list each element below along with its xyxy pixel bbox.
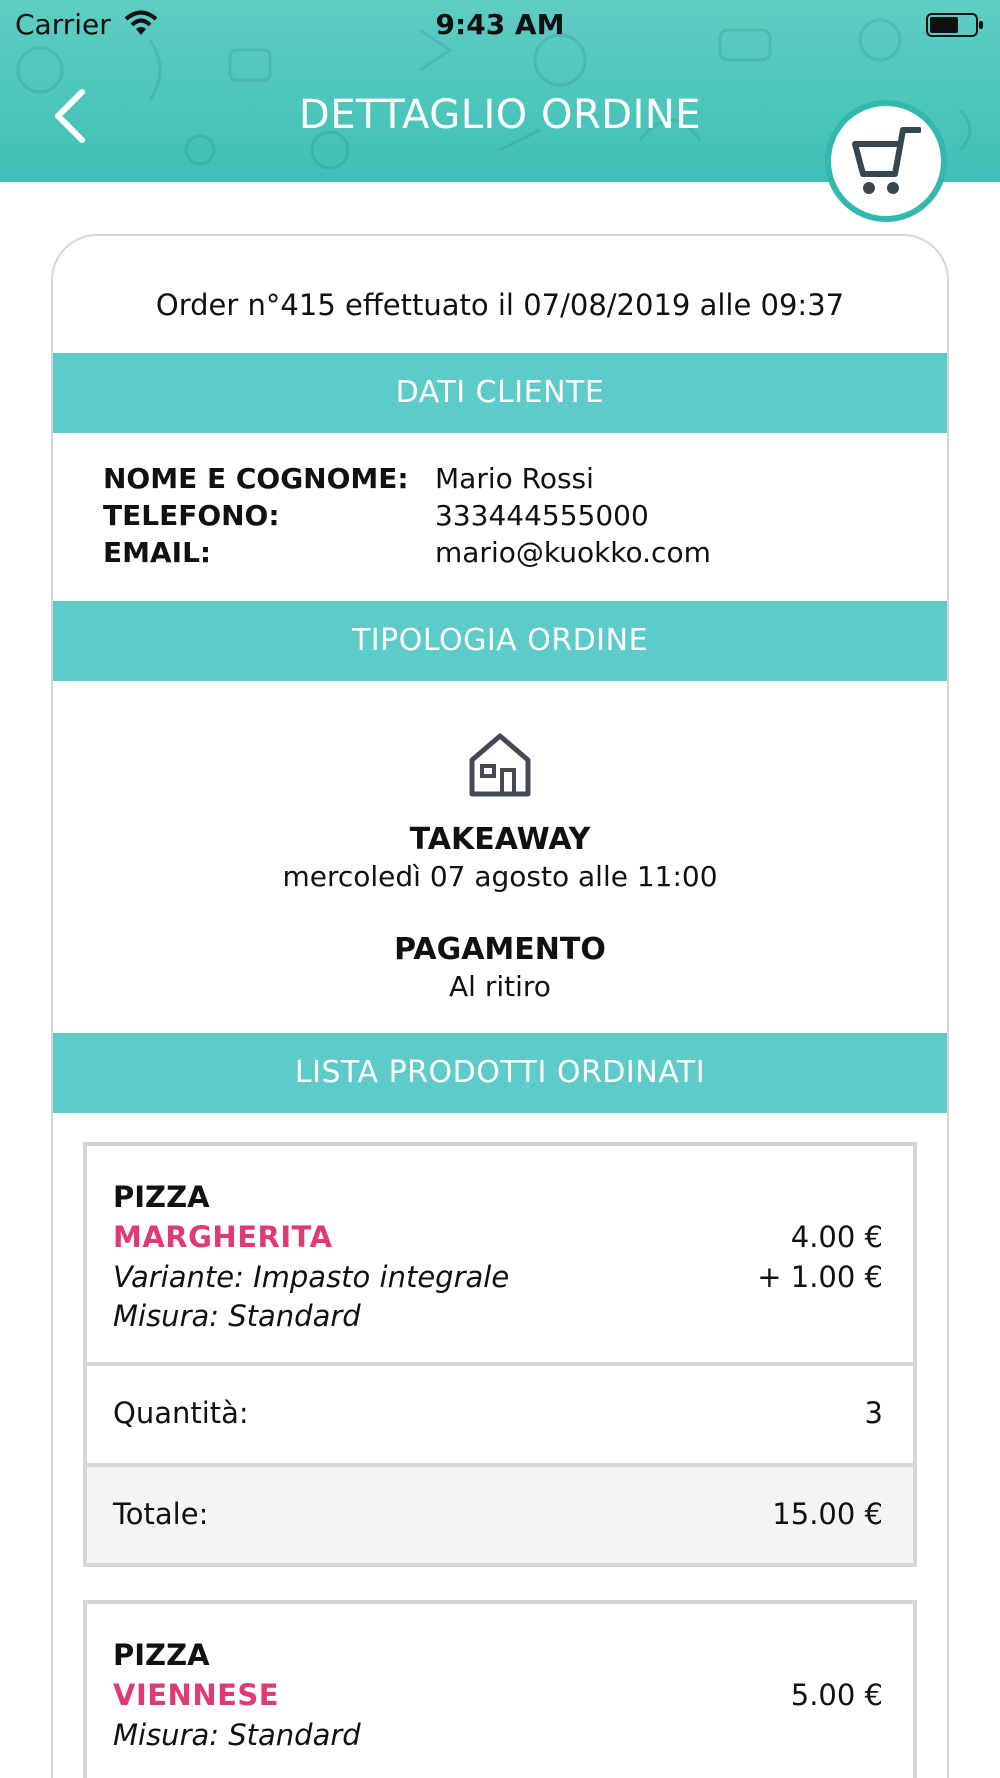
product-category: PIZZA — [113, 1180, 210, 1214]
customer-phone-value: 333444555000 — [435, 499, 649, 532]
chevron-left-icon — [48, 86, 98, 146]
quantity-row — [87, 1362, 913, 1463]
section-products: LISTA PRODOTTI ORDINATI — [53, 1033, 947, 1113]
payment-value: Al ritiro — [449, 970, 551, 1003]
cart-button[interactable] — [825, 100, 947, 222]
quantity-label: Quantità: — [113, 1396, 249, 1430]
product-name: VIENNESE — [113, 1678, 280, 1712]
customer-name-label: NOME E COGNOME: — [103, 462, 409, 495]
status-bar — [0, 0, 1000, 50]
clock: 9:43 AM — [435, 8, 565, 41]
product-variant-price: + 1.00 € — [757, 1260, 883, 1294]
order-type-label: TAKEAWAY — [409, 822, 591, 857]
product-card — [83, 1600, 917, 1778]
order-summary: Order n°415 effettuato il 07/08/2019 alle 09:37 — [155, 288, 845, 322]
total-value: 15.00 € — [772, 1497, 883, 1531]
cart-icon — [851, 126, 921, 200]
battery-icon — [926, 12, 984, 38]
product-price: 4.00 € — [790, 1220, 883, 1254]
customer-name-value: Mario Rossi — [435, 462, 594, 495]
payment-title: PAGAMENTO — [394, 932, 606, 967]
carrier-label: Carrier — [15, 8, 111, 41]
customer-email-value: mario@kuokko.com — [435, 536, 711, 569]
pickup-datetime: mercoledì 07 agosto alle 11:00 — [282, 860, 718, 893]
product-variant: Variante: Impasto integrale — [113, 1260, 510, 1294]
product-size: Misura: Standard — [113, 1299, 361, 1333]
customer-email-label: EMAIL: — [103, 536, 212, 569]
house-icon — [468, 732, 532, 798]
quantity-value: 3 — [864, 1396, 883, 1430]
order-card — [51, 234, 949, 1778]
back-button[interactable] — [48, 86, 98, 146]
total-label: Totale: — [113, 1497, 209, 1531]
section-order-type: TIPOLOGIA ORDINE — [53, 601, 947, 681]
section-customer: DATI CLIENTE — [53, 353, 947, 433]
product-name: MARGHERITA — [113, 1220, 333, 1254]
product-category: PIZZA — [113, 1638, 210, 1672]
customer-phone-label: TELEFONO: — [103, 499, 280, 532]
total-row — [87, 1463, 913, 1563]
product-card — [83, 1142, 917, 1567]
product-price: 5.00 € — [790, 1678, 883, 1712]
product-size: Misura: Standard — [113, 1718, 361, 1752]
page-title: DETTAGLIO ORDINE — [298, 92, 702, 138]
